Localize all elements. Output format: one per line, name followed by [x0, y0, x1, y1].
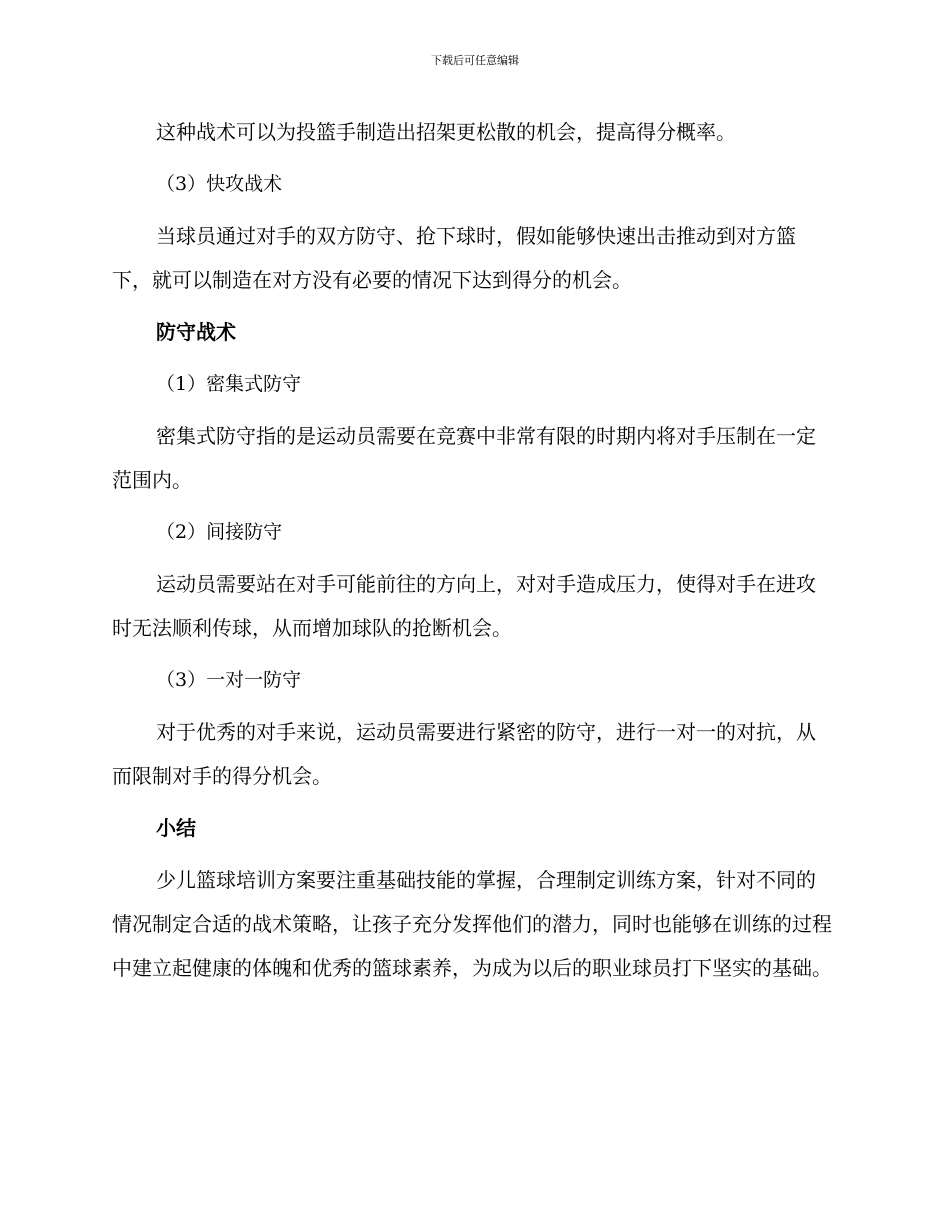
paragraph-shooting-tactic: 这种战术可以为投篮手制造出招架更松散的机会，提高得分概率。: [156, 120, 736, 144]
subheading-man-defense: （3）一对一防守: [156, 669, 302, 691]
section-heading-summary: 小结: [156, 816, 196, 840]
paragraph-zone-defense: 密集式防守指的是运动员需要在竞赛中非常有限的时期内将对手压制在一定范围内。: [112, 424, 816, 492]
subheading-indirect-defense: （2）间接防守: [156, 521, 283, 543]
section-heading-defense: 防守战术: [156, 320, 236, 344]
page-header: 下载后可任意编辑: [431, 54, 519, 67]
document-body: [112, 110, 832, 998]
subheading-fast-break: （3）快攻战术: [156, 173, 283, 195]
paragraph-fast-break: 当球员通过对手的双方防守、抢下球时，假如能够快速出击推动到对方篮下，就可以制造在对方没有必要的情况下达到得分的机会。: [112, 224, 796, 292]
paragraph-indirect-defense: 运动员需要站在对手可能前往的方向上，对对手造成压力，使得对手在进攻时无法顺利传球，从而增加球队的抢断机会。: [112, 572, 816, 640]
paragraph-man-defense: 对于优秀的对手来说，运动员需要进行紧密的防守，进行一对一的对抗，从而限制对手的得分机会。: [112, 720, 816, 788]
subheading-zone-defense: （1）密集式防守: [156, 373, 302, 395]
paragraph-summary: 少儿篮球培训方案要注重基础技能的掌握，合理制定训练方案，针对不同的情况制定合适的战术策略，让孩子充分发挥他们的潜力，同时也能够在训练的过程中建立起健康的体魄和优秀的篮球素养，为成为以后的职业球员打下坚实的基础。: [112, 868, 832, 980]
